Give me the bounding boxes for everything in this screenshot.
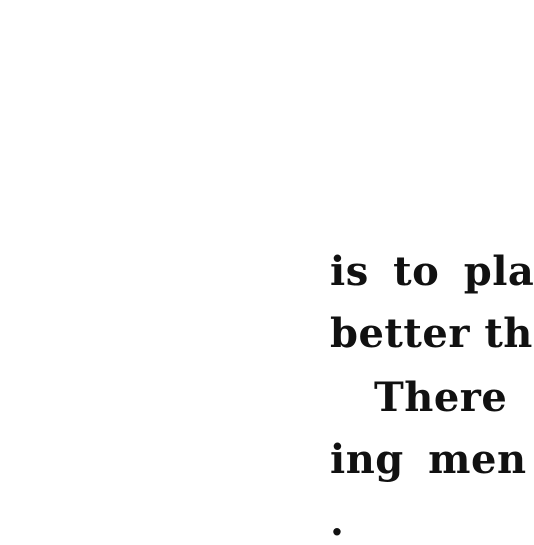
text-line-3: There	[374, 374, 508, 421]
text-line-2: better th	[330, 310, 533, 357]
text-line-1: is to pla	[330, 248, 534, 295]
text-line-5-partial: .	[330, 498, 345, 545]
text-line-4: ing men	[330, 436, 527, 483]
